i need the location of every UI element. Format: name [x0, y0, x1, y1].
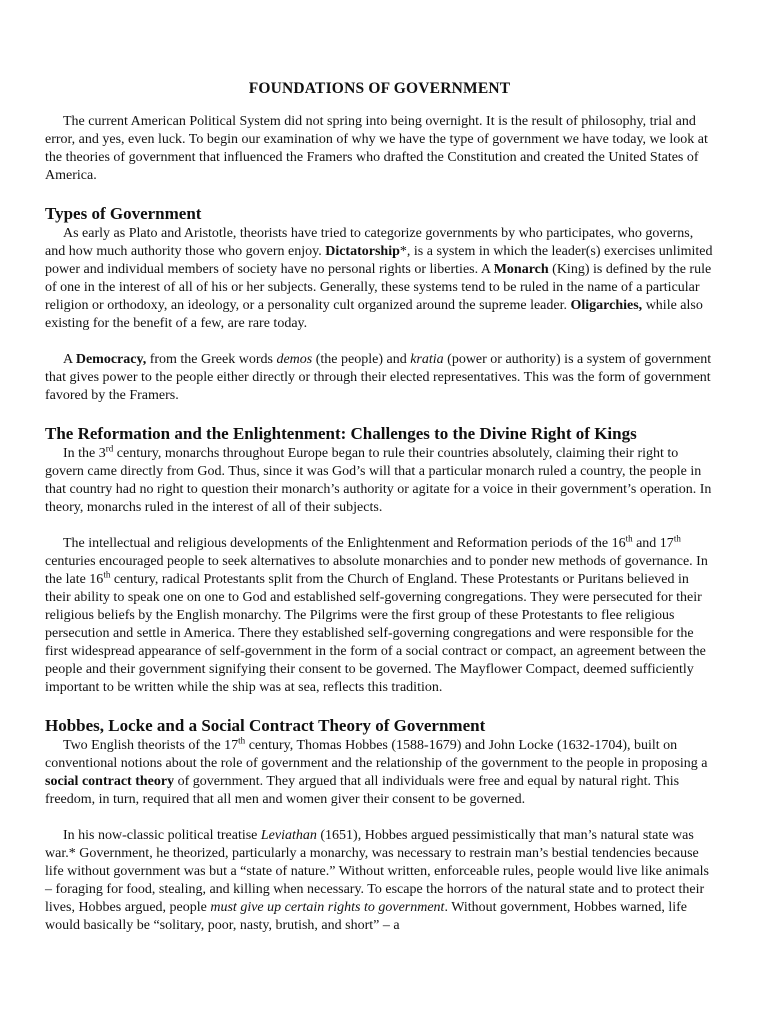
hobbes-heading: Hobbes, Locke and a Social Contract Theory of Government	[45, 716, 486, 735]
text-run: In his now-classic political treatise	[63, 828, 261, 843]
term-demos: demos	[276, 352, 313, 367]
text-run: A	[63, 352, 76, 367]
text-run: *, is a system in which the leader(s) exercises unlimited power and individual members of society have no personal rights or liberties. A	[45, 244, 713, 277]
superscript: th	[238, 735, 246, 746]
text-run: In the 3	[63, 446, 106, 461]
paragraph-gap	[45, 333, 714, 351]
superscript: th	[673, 533, 681, 544]
intro-paragraph: The current American Political System did not spring into being overnight. It is the result of philosophy, trial and error, and yes, even luck. To begin our examination of why we have the type of government we have today, we look at the theories of government that influenced the Framers who drafted the Constitution and created the United States of America.	[45, 114, 708, 183]
term-kratia: kratia	[410, 352, 444, 367]
reformation-paragraph-2	[45, 535, 714, 697]
term-leviathan: Leviathan	[260, 828, 317, 843]
text-run: As early as Plato and Aristotle, theorists have tried to categorize governments by who participates, who governs, and how much authority those who govern enjoy.	[45, 226, 694, 259]
text-run: (King) is defined by the rule of one in the interest of all of his or her subjects. Generally, these systems tend to be ruled in the name of a particular religion or orthodoxy, an ideology, or a personality cult organized around the supreme leader.	[45, 262, 712, 313]
hobbes-paragraph-1	[45, 737, 714, 809]
text-run: of government. They argued that all individuals were free and equal by natural right. This freedom, in turn, required that all men and women giver their consent to be governed.	[45, 774, 680, 807]
text-run: . Without government, Hobbes warned, life would basically be “solitary, poor, nasty, brutish, and short” – a	[45, 900, 688, 933]
text-run: century, Thomas Hobbes (1588-1679) and John Locke (1632-1704), built on conventional notions about the role of government and the relationship of the government to the people in proposing a	[45, 738, 708, 771]
paragraph-gap	[45, 517, 714, 535]
paragraph-gap	[45, 809, 714, 827]
superscript: th	[625, 533, 633, 544]
superscript: rd	[105, 443, 114, 454]
document-title: FOUNDATIONS OF GOVERNMENT	[248, 80, 511, 97]
term-democracy: Democracy,	[75, 352, 147, 367]
emphasis-rights: must give up certain rights to government	[210, 900, 445, 915]
text-run: while also existing for the benefit of a few, are rare today.	[45, 298, 703, 331]
text-run: Two English theorists of the 17	[63, 738, 239, 753]
text-run: century, monarchs throughout Europe began to rule their countries absolutely, claiming their right to govern came directly from God. Thus, since it was God’s will that a particular monarch ruled a country, the people in that country had no right to question their monarch’s authority or agitate for a voice in their government’s operation. In theory, monarchs ruled in the interest of all of their subjects.	[45, 446, 712, 515]
text-run: centuries encouraged people to seek alternatives to absolute monarchies and to ponder new methods of governance. In the late 16	[45, 554, 708, 587]
superscript: th	[103, 569, 111, 580]
text-run: from the Greek words	[146, 352, 277, 367]
term-oligarchies: Oligarchies,	[570, 298, 643, 313]
text-run: The intellectual and religious developments of the Enlightenment and Reformation periods of the 16	[63, 536, 626, 551]
reformation-paragraph-1	[45, 445, 714, 517]
text-run: and 17	[632, 536, 674, 551]
term-social-contract-theory: social contract theory	[45, 774, 175, 789]
text-run: (1651), Hobbes argued pessimistically that man’s natural state was war.* Government, he theorized, particularly a monarchy, was necessary to restrain man’s bestial tendencies because life without government was but a “state of nature.” Without written, enforceable rules, people would live like animals – foraging for food, stealing, and killing when necessary. To escape the horrors of the natural state and to protect their lives, Hobbes argued, people	[45, 828, 709, 915]
text-run: (power or authority) is a system of government that gives power to the people either directly or through their elected representatives. This was the form of government favored by the Framers.	[45, 352, 712, 403]
hobbes-paragraph-2	[45, 827, 714, 935]
types-heading: Types of Government	[45, 204, 202, 223]
reformation-heading: The Reformation and the Enlightenment: Challenges to the Divine Right of Kings	[45, 424, 637, 443]
types-paragraph-2	[45, 351, 714, 405]
term-monarch: Monarch	[493, 262, 549, 277]
term-dictatorship: Dictatorship	[325, 244, 400, 259]
text-run: century, radical Protestants split from the Church of England. These Protestants or Puritans believed in their ability to speak one on one to God and established self-governing congregations. They were persecuted for their religious beliefs by the English monarchy. The Pilgrims were the first group of these Protestants to flee religious persecution and settle in America. There they established self-governing congregations and were responsible for the first widespread appearance of self-government in the form of a social contract or compact, an agreement between the people and their government signifying their consent to be governed. The Mayflower Compact, deemed sufficiently important to be written while the ship was at sea, reflects this tradition.	[45, 572, 706, 695]
types-paragraph-1	[45, 225, 714, 333]
text-run: (the people) and	[312, 352, 411, 367]
